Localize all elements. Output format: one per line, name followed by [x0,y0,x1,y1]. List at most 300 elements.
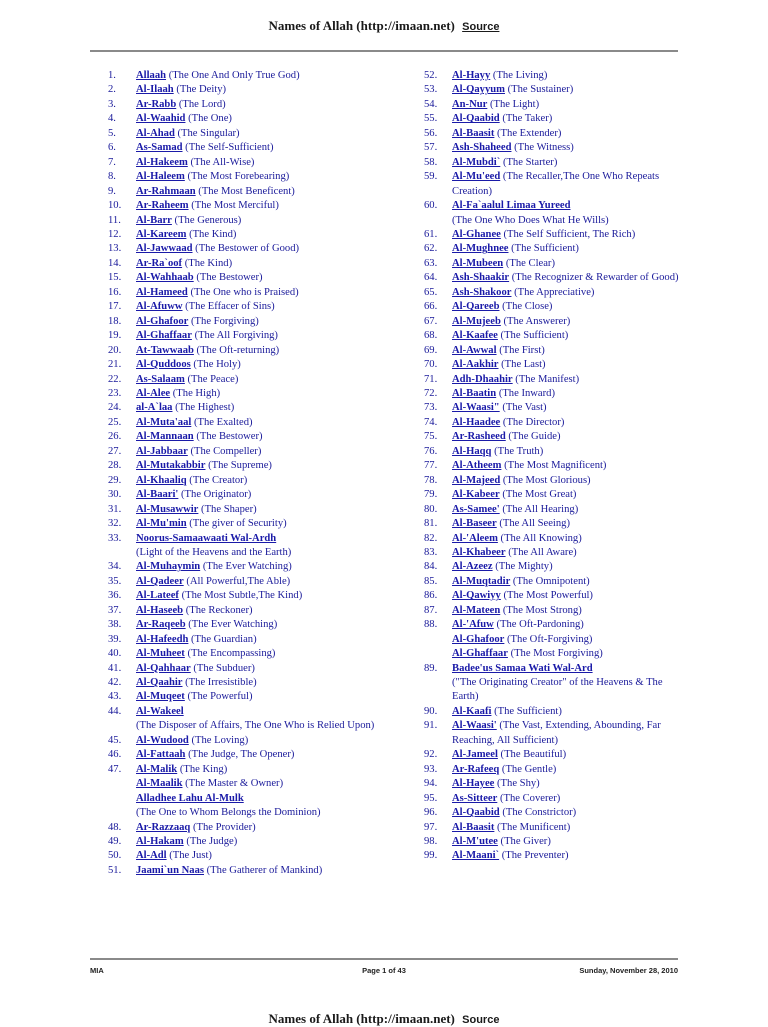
name-link[interactable]: Al-Qahhaar [136,662,191,674]
item-number: 36. [108,590,122,602]
name-link[interactable]: Ash-Shaakir [452,272,510,284]
item-content [136,430,408,444]
name-link[interactable]: Al-Mujeeb [452,315,501,327]
name-list-item [108,185,408,199]
name-link[interactable]: al-A`laa [136,402,173,414]
item-number: 10. [108,200,122,212]
name-link[interactable]: Alladhee Lahu Al-Mulk [136,792,244,804]
item-number: 31. [108,503,122,515]
name-list-item [108,575,408,589]
name-list-item [108,633,408,647]
footer-divider [90,958,678,960]
name-link[interactable]: Adh-Dhaahir [452,373,513,385]
name-list-item [108,560,408,574]
name-link[interactable]: Al-Khaaliq [136,474,187,486]
name-list-item [108,618,408,632]
item-number: 90. [424,705,438,717]
item-content [136,344,408,358]
name-meaning: (The Taker) [502,113,553,125]
item-content [136,83,408,97]
name-link[interactable]: Al-Maalik [136,778,183,790]
item-number: 37. [108,604,122,616]
name-meaning: (The Most Subtle,The Kind) [181,590,303,602]
name-link[interactable]: Al-Atheem [452,460,502,472]
name-link[interactable]: Al-Muheet [136,648,185,660]
item-content [136,141,408,155]
item-content [136,358,408,372]
item-number: 66. [424,301,438,313]
name-link[interactable]: Al-Mutakabbir [136,460,206,472]
name-link[interactable]: Al-Haseeb [136,604,184,616]
name-link[interactable]: Al-Quddoos [136,359,191,371]
name-link[interactable]: Al-Baatin [452,387,497,399]
name-meaning: (Light of the Heavens and the Earth) [136,546,292,558]
name-link[interactable]: Al-Mubdi` [452,156,501,168]
name-link[interactable]: Al-Qareeb [452,301,500,313]
footer-author: MIA [90,966,104,975]
name-link[interactable]: Al-Haleem [136,171,185,183]
item-number: 60. [424,200,438,212]
name-list-item [424,300,686,314]
name-meaning: (The Deity) [176,84,227,96]
item-number: 50. [108,850,122,862]
name-link[interactable]: Al-Qayyum [452,84,505,96]
name-link[interactable]: Al-Muqtadir [452,575,511,587]
name-link[interactable]: Al-Hakeem [136,156,188,168]
name-link[interactable]: Ar-Rahmaan [136,185,196,197]
name-list-item [108,416,408,430]
name-meaning: (The One Who Does What He Wills) [452,214,609,226]
name-link[interactable]: Al-Malik [136,763,178,775]
item-number: 81. [424,518,438,530]
item-number: 47. [108,763,122,775]
name-meaning: (The Bestower) [196,431,263,443]
item-number: 93. [424,763,438,775]
name-list-item [424,199,686,228]
item-number: 71. [424,373,438,385]
item-number: 14. [108,257,122,269]
item-content [452,112,686,126]
name-meaning: (The Gentle) [501,763,557,775]
name-meaning: (The Peace) [187,373,239,385]
item-content [136,416,408,430]
item-number: 3. [108,98,116,110]
name-meaning: (The Starter) [502,156,558,168]
name-meaning: (The Master & Owner) [185,778,284,790]
page-header [0,18,768,34]
name-list-item [108,821,408,835]
name-link[interactable]: Ar-Raqeeb [136,619,186,631]
name-meaning: (The Ever Watching) [188,619,278,631]
name-meaning: (The giver of Security) [189,518,287,530]
name-list-item [108,214,408,228]
item-number: 70. [424,359,438,371]
name-link[interactable]: Al-Majeed [452,474,501,486]
name-meaning: (The All Knowing) [500,532,582,544]
name-list-item [108,329,408,343]
name-link[interactable]: Badee'us Samaa Wati Wal-Ard [452,662,593,674]
name-link[interactable]: Ar-Rabb [136,98,177,110]
name-link[interactable]: Al-Hafeedh [136,633,189,645]
name-link[interactable]: Al-Qadeer [136,575,184,587]
name-meaning: (The Provider) [192,821,256,833]
name-list-item [424,618,686,632]
name-meaning: (The Extender) [497,127,562,139]
item-content [136,315,408,329]
name-link[interactable]: Al-Jawwaad [136,243,193,255]
name-list-item [424,430,686,444]
name-meaning: (The Highest) [175,402,235,414]
name-link[interactable]: Al-Hayy [452,70,491,81]
name-link[interactable]: Al-Maani` [452,850,500,862]
item-content [136,763,408,777]
name-link[interactable]: An-Nur [452,98,488,110]
source-link[interactable]: Source [462,21,500,33]
name-list-item [424,560,686,574]
name-link[interactable]: Ash-Shakoor [452,286,512,298]
item-number: 94. [424,778,438,790]
item-number: 6. [108,142,116,154]
name-link[interactable]: Ar-Rafeeq [452,763,500,775]
item-content [136,792,408,821]
item-content [136,864,408,878]
item-content [452,806,686,820]
name-link[interactable]: Al-Waasi' [452,720,497,732]
name-link[interactable]: Al-Wahhaab [136,272,194,284]
name-link[interactable]: Al-Ilaah [136,84,174,96]
name-meaning: (The Forgiving) [191,315,259,327]
name-link[interactable]: Al-Adl [136,850,167,862]
name-meaning: (The All Aware) [508,546,577,558]
name-link[interactable]: Al-Haqq [452,445,492,457]
name-list-item [108,242,408,256]
name-meaning: (The Living) [492,70,548,81]
name-meaning: (The Munificent) [497,821,571,833]
item-content [136,170,408,184]
name-link[interactable]: Al-Jameel [452,749,498,761]
name-link[interactable]: Ar-Ra`oof [136,257,183,269]
item-content [136,690,408,704]
name-link[interactable]: Jaami`un Naas [136,864,204,876]
name-meaning: (The Most Beneficent) [198,185,295,197]
name-meaning: (The Kind) [189,228,237,240]
name-link[interactable]: Al-Mughnee [452,243,509,255]
item-content [452,821,686,835]
name-list-item [108,83,408,97]
name-link[interactable]: Al-Afuww [136,301,183,313]
item-content [136,69,408,83]
next-page-header [0,1011,768,1027]
name-link[interactable]: Ash-Shaheed [452,142,512,154]
name-link[interactable]: Al-Fattaah [136,749,186,761]
name-link[interactable]: Al-Mannaan [136,431,194,443]
item-number: 33. [108,532,122,544]
item-content [136,459,408,473]
name-link[interactable]: Noorus-Samaawaati Wal-Ardh [136,532,277,544]
name-meaning: (The Subduer) [193,662,255,674]
item-content [452,69,686,83]
name-link[interactable]: As-Sitteer [452,792,498,804]
name-list-item [424,445,686,459]
item-number: 89. [424,662,438,674]
name-list-item [108,69,408,83]
name-meaning: (The Originator) [181,489,252,501]
item-content [136,401,408,415]
name-link[interactable]: Al-Baasit [452,821,495,833]
name-link[interactable]: Al-Kaafi [452,705,492,717]
item-content [136,242,408,256]
name-link[interactable]: Al-Hayee [452,778,495,790]
item-content [452,430,686,444]
name-list-item [108,127,408,141]
name-list-item [108,286,408,300]
name-link[interactable]: Al-Ghaffaar [452,648,508,660]
item-content [136,214,408,228]
name-link[interactable]: Al-Jabbaar [136,445,188,457]
name-meaning: (The Sufficient) [500,330,569,342]
name-link[interactable]: Al-Azeez [452,561,493,573]
name-link[interactable]: Al-'Aleem [452,532,498,544]
name-link[interactable]: Al-Kaafee [452,330,498,342]
name-list-item [108,705,408,734]
item-content [136,127,408,141]
item-number: 13. [108,243,122,255]
name-list-item [424,806,686,820]
name-link[interactable]: Al-Waahid [136,113,186,125]
next-page-source: Source [462,1014,500,1026]
name-meaning: (The Supreme) [208,460,272,472]
item-number: 92. [424,749,438,761]
name-meaning: (The Loving) [191,734,249,746]
name-link[interactable]: Al-Kareem [136,228,187,240]
name-meaning: (The Singular) [177,127,240,139]
name-link[interactable]: Al-Baari' [136,489,179,501]
name-meaning: (The Sustainer) [507,84,574,96]
name-meaning: (The Truth) [494,445,544,457]
item-number: 17. [108,301,122,313]
item-number: 72. [424,387,438,399]
name-link[interactable]: Al-Ghafoor [136,315,189,327]
item-number: 54. [424,98,438,110]
name-link[interactable]: Al-Aakhir [452,359,499,371]
item-number: 59. [424,171,438,183]
name-list-item [424,474,686,488]
item-number [424,647,452,661]
name-link[interactable]: Al-Ahad [136,127,175,139]
item-number: 43. [108,691,122,703]
name-link[interactable]: Al-Ghanee [452,228,501,240]
name-meaning: (The Most Powerful) [503,590,593,602]
name-meaning: (The Self Sufficient, The Rich) [503,228,636,240]
name-link[interactable]: Al-Lateef [136,590,179,602]
name-link[interactable]: Al-'Afuw [452,619,494,631]
item-number: 16. [108,286,122,298]
name-meaning: (The All-Wise) [190,156,255,168]
name-list-item [108,257,408,271]
name-list-item [108,271,408,285]
name-meaning: (The Most Strong) [502,604,582,616]
item-number: 34. [108,561,122,573]
item-number: 88. [424,619,438,631]
name-list-item [108,488,408,502]
item-number: 86. [424,590,438,602]
name-meaning: (The Self-Sufficient) [185,142,274,154]
name-list-item [108,98,408,112]
item-content [452,242,686,256]
item-content [136,662,408,676]
item-number: 77. [424,460,438,472]
item-content [452,199,686,228]
item-content [452,373,686,387]
item-number: 22. [108,373,122,385]
name-meaning: (The Bestower) [196,272,263,284]
name-link[interactable]: Al-Wudood [136,734,189,746]
item-number [108,792,136,821]
name-meaning: (The Oft-Forgiving) [507,633,593,645]
name-link[interactable]: Ar-Rasheed [452,431,506,443]
item-number: 99. [424,850,438,862]
item-content [136,777,408,791]
item-content [452,98,686,112]
item-number: 30. [108,489,122,501]
name-meaning: (The First) [499,344,545,356]
item-number: 83. [424,546,438,558]
name-meaning: (The Vast) [502,402,547,414]
item-content [136,286,408,300]
item-number: 49. [108,836,122,848]
item-content [452,488,686,502]
name-list-item [108,199,408,213]
name-link[interactable]: Al-M'utee [452,836,498,848]
item-number: 53. [424,84,438,96]
name-list-item [424,170,686,199]
name-link[interactable]: Al-Awwal [452,344,497,356]
name-list-item [108,315,408,329]
name-link[interactable]: Al-Wakeel [136,705,184,717]
name-link[interactable]: As-Salaam [136,373,185,385]
name-link[interactable]: Al-Mubeen [452,257,504,269]
name-link[interactable]: Al-Hakam [136,836,184,848]
name-link[interactable]: Al-Khabeer [452,546,506,558]
item-number: 7. [108,156,116,168]
name-list-item [424,127,686,141]
item-content [136,575,408,589]
item-number: 40. [108,648,122,660]
name-link[interactable]: Al-Barr [136,214,172,226]
name-link[interactable]: At-Tawwaab [136,344,194,356]
name-meaning: (The Creator) [189,474,248,486]
name-meaning: (The One) [188,113,232,125]
item-content [136,821,408,835]
name-list-item [424,69,686,83]
name-link[interactable]: Al-Kabeer [452,489,500,501]
item-content [452,416,686,430]
item-number: 78. [424,474,438,486]
name-list-item [424,401,686,415]
name-list-item [108,445,408,459]
name-list-item [424,546,686,560]
name-list-item [424,532,686,546]
item-content [136,300,408,314]
name-link[interactable]: Al-Baseer [452,518,497,530]
name-list-item [108,300,408,314]
name-link[interactable]: As-Samad [136,142,183,154]
item-number: 1. [108,70,116,81]
item-content [452,719,686,748]
item-number: 44. [108,705,122,717]
name-list-item [424,373,686,387]
name-link[interactable]: Al-Qaahir [136,677,183,689]
name-link[interactable]: Al-Fa`aalul Limaa Yureed [452,200,571,212]
name-meaning: (The Constrictor) [502,807,577,819]
name-link[interactable]: Al-Qaabid [452,807,500,819]
name-list-item [424,344,686,358]
name-link[interactable]: Al-Mu'min [136,518,187,530]
name-link[interactable]: Al-Baasit [452,127,495,139]
item-content [452,329,686,343]
name-list-item [108,849,408,863]
name-list-item [424,763,686,777]
name-meaning: (All Powerful,The Able) [186,575,291,587]
name-link[interactable]: Al-Mu'eed [452,171,501,183]
name-link[interactable]: Al-Ghaffaar [136,330,192,342]
item-content [452,228,686,242]
name-link[interactable]: Al-Hameed [136,286,188,298]
item-content [452,633,686,647]
name-link[interactable]: Al-Waasi" [452,402,500,414]
item-number: 11. [108,214,121,226]
name-link[interactable]: Al-Qawiyy [452,590,501,602]
item-number: 56. [424,127,438,139]
name-list-item [424,821,686,835]
name-list-item [424,156,686,170]
name-link[interactable]: Al-Alee [136,387,171,399]
item-number: 26. [108,431,122,443]
name-link[interactable]: Ar-Razzaaq [136,821,191,833]
name-list-item [108,387,408,401]
item-number: 12. [108,228,122,240]
name-link[interactable]: As-Samee' [452,503,500,515]
name-link[interactable]: Al-Muqeet [136,691,185,703]
name-link[interactable]: Al-Mateen [452,604,501,616]
name-meaning: (The Just) [169,850,212,862]
name-list-item [424,112,686,126]
name-link[interactable]: Allaah [136,70,167,81]
name-link[interactable]: Al-Muhaymin [136,561,201,573]
item-number: 69. [424,344,438,356]
name-list-item [424,257,686,271]
name-list-item [108,604,408,618]
name-link[interactable]: Ar-Raheem [136,200,189,212]
name-link[interactable]: Al-Qaabid [452,113,500,125]
name-list-item [424,228,686,242]
name-link[interactable]: Al-Haadee [452,416,501,428]
name-link[interactable]: Al-Muta'aal [136,416,192,428]
item-number: 48. [108,821,122,833]
names-column-left [108,69,408,878]
header-divider [90,50,678,52]
item-content [452,849,686,863]
item-content [136,185,408,199]
name-meaning: (The Guardian) [191,633,257,645]
name-list-item [108,170,408,184]
item-content [452,532,686,546]
name-list-item [108,532,408,561]
name-meaning: (The Oft-returning) [196,344,280,356]
name-link[interactable]: Al-Ghafoor [452,633,505,645]
item-number: 82. [424,532,438,544]
name-link[interactable]: Al-Musawwir [136,503,199,515]
